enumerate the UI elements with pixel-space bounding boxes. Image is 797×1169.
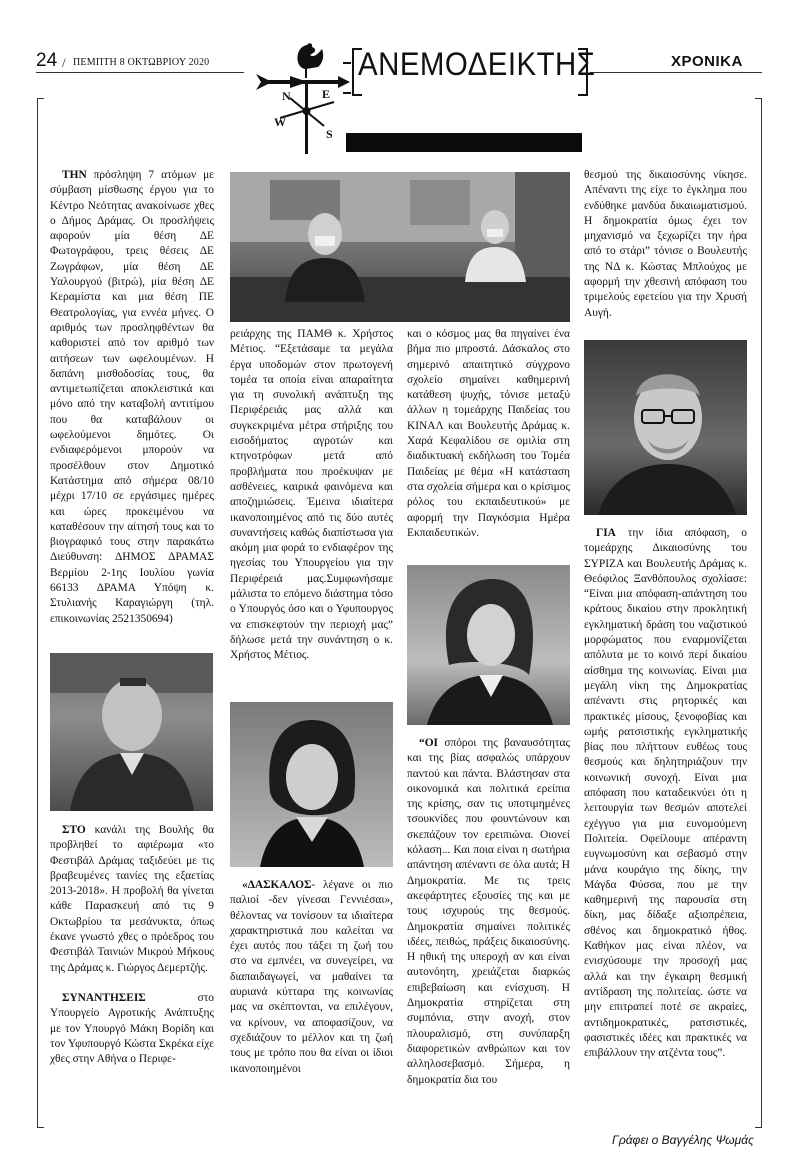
title-dash-bottom [343,92,351,94]
paragraph-text: την ίδια απόφαση, ο τομεάρχης Δικαιοσύνης του ΣΥΡΙΖΑ και Βουλευτής Δράμας κ. Θεόφιλος Ξανθόπουλος σχολίασε: “Είναι μια απόφαση-απάντηση του κράτους δικαίου στην προκλητική εγκληματική δράση του ναζιστικού μορφώματος που εναρμονίζεται απόλυτα με το κοινό περί δικαίου αίσθημα της κοινωνίας. Είναι μια μεγάλη νίκη της Δημοκρατίας απέναντι στις ρητορικές και πρακτικές μίσους, ξενοφοβίας και ωμής ρατσιστικής εγκληματικής βίας που πλήττουν ευθέως τους θεσμούς και δηλητηριάζουν την κοινωνική συνοχή. Είναι μια απόφαση που καταδεικνύει ότι η λειτουργία των θεσμών αποτελεί εχέγγυο για μια ευνομούμενη Πολιτεία. Οφείλουμε απέραντη ευγνωμοσύνη και σεβασμό στην μάνα κουράγιο της δίκης, την Μάγδα Φύσσα, που με την καθημερινή της παρουσία στη δίκη, μας δίδαξε αξιοπρέπεια, σθένος και δημοκρατικό ήθος. Καθήκον μας είναι πλέον, να ενισχύσουμε την προσοχή μας αλλά και την έγκαιρη θεσμική αντίδραση της πολιτείας. ώστε να μην επιτραπεί ποτέ σε ακραίες, αντιδημοκρατικές, ρατσιστικές, φασιστικές ιδέες και πρακτικές να επιβάλλουν την ατζέντα τους”. [584,527,747,1060]
photo-ministry-meeting [230,172,570,322]
column-1-bottom [50,823,214,1067]
column-4-top [584,168,747,321]
date-separator: / [62,55,66,70]
column-2-top [230,327,393,664]
title-black-bar [346,133,582,152]
svg-text:N: N [282,89,291,103]
svg-text:W: W [274,115,286,129]
svg-text:S: S [326,127,333,141]
title-dash-top [343,62,351,64]
page-frame-left [37,98,44,1128]
lead-word: ΣΤΟ [62,824,86,836]
article-blouchos: θεσμού της δικαιοσύνης νίκησε. Απέναντι της είχε το έγκλημα που ενδύθηκε μανδύα δικαιωματισμού. Η δημοκρατία όμως έχει τον μηχανισμό να ξεχωρίζει την ήρα από το στάρι” τόνισε ο Βουλευτής της ΝΔ κ. Κώστας Μπλούχος με αφορμή την χθεσινή απόφαση του τριμελούς εφετείου για την Χρυσή Αυγή. [584,169,747,319]
column-4-bottom [584,526,747,1061]
column-3-top [407,327,570,541]
lead-word: «ΔΑΣΚΑΛΟΣ [242,879,312,891]
paragraph-text: - λέγανε οι πιο παλιοί -δεν γίνεσαι Γεννιέσαι», θέλοντας να τονίσουν τα ιδιαίτερα χαρακτηριστικά που καλείται να έχει αυτός που τάξει τη ζωή του στο να εμπνέει, να συνεγείρει, να διαπαιδαγωγεί, να μαθαίνει τα αυριανά κύτταρα της κοινωνίας μας να σκέπτονται, να επιλέγουν, να κρίνουν, να αποφασίζουν, να σχεδιάζουν το μέλλον και τη ζωή τους με τρόπο που θα είναι οι ίδιοι ικανοποιημένοι [230,879,393,1075]
column-1-top [50,168,214,627]
paragraph-text: πρόσληψη 7 ατόμων με σύμβαση μίσθωσης έργου για το Κέντρο Νεότητας ανακοίνωσε χθες ο Δήμος Δράμας. Οι προσλήψεις αφορούν μία θέση ΔΕ Φωτογράφου, τρεις θέσεις ΔΕ Ζωγράφων, μία θέση ΔΕ Υαλουργού (βιτρώ), μία θέση ΔΕ Κεραμίστα και μια θέση ΠΕ Θεατρολογίας, για εννέα μήνες. Ο αριθμός των προσληφθέντων θα καθοριστεί από τον αριθμό των αιτήσεων των ωφελουμένων. Η δαπάνη μισθοδοσίας τους, θα αντιμετωπίζεται αποκλειστικά και μόνο από την καταβολή αντιτίμου που θα καταβάλουν οι ωφελούμενοι δημότες. Οι ενδιαφερόμενοι μπορούν να προσέλθουν στον Δημοτικό Κατάστημα από σήμερα 08/10 μέχρι 17/10 σε εργάσιμες ημέρες και ώρες προκειμένου να καταθέσουν την αίτησή τους και το βιογραφικό τους στην παρακάτω Διεύθυνση: ΔΗΜΟΣ ΔΡΑΜΑΣ Βερμίου 2-1ης Ιουλίου γωνία 66133 ΔΡΑΜΑ Υπόψη κ. Στυλιανής Καραγιώργη (τηλ. επικοινωνίας 2521350694) [50,169,214,625]
header-rule-right [590,72,762,73]
page-number: 24 [36,50,58,71]
column-3-bottom [407,736,570,1088]
article-teacher [230,878,393,1077]
article-democracy [407,736,570,1088]
paragraph-text: κανάλι της Βουλής θα προβληθεί το αφιέρωμα «το Φεστιβάλ Δράμας ταξιδεύει με τις βραβευμένες ταινίες της εξαετίας 2013-2018». Η προβολή θα γίνεται κάθε Παρασκευή από τις 9 Οκτωβρίου τα μεσάνυκτα, όπως έκανε γνωστό χθες ο πρόεδρος του Φεστιβάλ Ταινιών Μικρού Μήκους της Δράμας κ. Γιώργος Δεμερτζής. [50,824,214,974]
article-meetings [50,991,214,1067]
issue-date: ΠΕΜΠΤΗ 8 ΟΚΤΩΒΡΙΟΥ 2020 [73,57,210,68]
page-frame-right [755,98,762,1128]
article-xanthopoulos [584,526,747,1061]
column-2-bottom [230,878,393,1077]
author-byline: Γράφει ο Βαγγέλης Ψωμάς [612,1133,754,1147]
paragraph-text: σπόροι της βαναυσότητας και της βίας ασφαλώς υπάρχουν παντού και πάντα. Βλάστησαν στα οικονομικά και πολιτικά ερείπια της κρίσης, σαν τις υποτιμημένες τσουκνίδες που φουντώνουν και σκεπάζουν τον ερειπιώνα. Οιονεί κόλαση... Και ποια είναι η σωτήρια απάντηση απέναντι σε όλα αυτά; Η Δημοκρατία. Με τις τρεις ακεφάρτητες εξουσίες της και με τους ισχυρούς της θεσμούς. Δημοκρατία σημαίνει πολιτικές ιδέες, πειθώς, πράξεις δικαιοσύνης. Η ηθική της υπεροχή αν και είναι αυτονόητη, χρειάζεται διαρκώς επιβεβαίωση και ενίσχυση. Η Δημοκρατία στηρίζεται στη συμπόνια, στην ανοχή, στον πλουραλισμό, στη συνύπαρξη διαφορετικών ανθρώπων και τον αλληλοσεβασμό. Σήμερα, η δημοκρατία δια του [407,737,570,1086]
photo-woman-portrait [230,702,393,867]
paragraph-text: στο Υπουργείο Αγροτικής Ανάπτυξης με τον Υπουργό Μάκη Βορίδη και τον Υφυπουργό Κώστα Σκρέκα είχε χθες στην Αθήνα ο Περιφε- [50,991,214,1066]
column-title: ΑΝΕΜΟΔΕΙΚΤΗΣ [358,46,596,82]
photo-man-glasses [584,340,747,515]
lead-word: “ΟΙ [419,737,438,749]
header-rule-left [36,72,244,73]
article-metios-quote: ρειάρχης της ΠΑΜΘ κ. Χρήστος Μέτιος. “Εξετάσαμε τα μεγάλα έργα υποδομών στον πρωτογενή τομέα τα οποία είναι απαραίτητα για τη συνολική ανάπτυξη της Περιφέρειάς μας αλλά και συγκεκριμένα μέτρα στήριξης του εισοδήματος αγροτών και κτηνοτρόφων μετά από προβλήματα που προέκυψαν με ασθένειες, καιρικά φαινόμενα και αποζημιώσεις. Έμεινα ιδιαίτερα ικανοποιημένος από τις δύο αυτές συναντήσεις καθώς διαπίστωσα για ακόμη μια φορά το ενδιαφέρον της ηγεσίας του Υπουργείου για την Περιφέρειά μας.Συμφωνήσαμε μάλιστα το επόμενο διάστημα τόσο ο Υπουργός όσο και ο Υφυπουργος να επισκεφτούν την περιοχή μας” δήλωσε μετά την συνάντηση ο κ. Χρήστος Μέτιος. [230,328,393,662]
photo-man-portrait [50,653,213,811]
photo-man-long-hair [407,565,570,725]
article-festival [50,823,214,976]
lead-word: ΣΥΝΑΝΤΗΣΕΙΣ [62,991,146,1004]
lead-word: ΤΗΝ [62,169,87,181]
lead-word: ΓΙΑ [596,527,616,539]
title-bracket-right [578,48,588,96]
section-label: ΧΡΟΝΙΚΑ [671,53,743,70]
article-staff-hiring [50,168,214,627]
article-kefalidou: και ο κόσμος μας θα πηγαίνει ένα βήμα πιο μπροστά. Δάσκαλος στο σημερινό απαιτητικό σύγχρονο σχολείο σημαίνει καθημερινή κατάθεση ψυχής, τόνισε μεταξύ άλλων η τομεάρχης Παιδείας του ΚΙΝΑΛ και Βουλευτής Δράμας κ. Χαρά Κεφαλίδου σε ομιλία στη διαδικτυακή εκδήλωση του Τομέα Παιδείας με θέμα «Η κατάσταση στα σχολεία σήμερα και ο κρίσιμος ρόλος του εκπαιδευτικού» με αφορμή την Παγκόσμια Ημέρα Εκπαιδευτικών. [407,328,570,539]
svg-text:E: E [322,87,331,101]
